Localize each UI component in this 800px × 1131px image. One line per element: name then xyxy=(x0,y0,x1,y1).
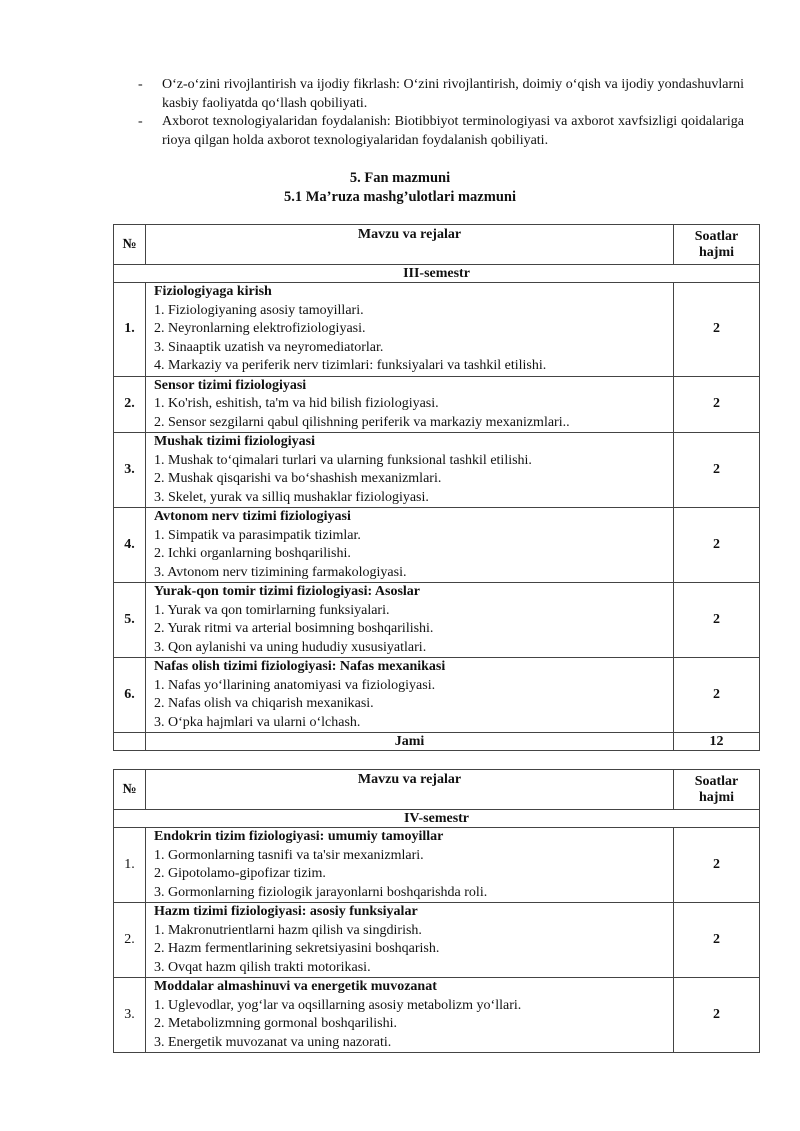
table-header-row xyxy=(114,225,760,265)
topic-title: Avtonom nerv tizimi fiziologiyasi xyxy=(154,509,351,524)
topic-title: Yurak-qon tomir tizimi fiziologiyasi: Asoslar xyxy=(154,584,420,599)
col-hours-header xyxy=(674,770,760,810)
row-hours: 2 xyxy=(674,903,760,978)
topic-item: 2. Neyronlarning elektrofiziologiyasi. xyxy=(154,321,366,336)
col-hours-header-line1: Soatlar xyxy=(694,228,739,244)
row-number: 5. xyxy=(114,583,146,658)
topic-item: 2. Gipotolamo-gipofizar tizim. xyxy=(154,866,326,881)
topic-title: Mushak tizimi fiziologiyasi xyxy=(154,434,315,449)
topic-item: 1. Uglevodlar, yog‘lar va oqsillarning asosiy metabolizm yo‘llari. xyxy=(154,997,522,1013)
topic-item: 3. Gormonlarning fiziologik jarayonlarni boshqarishda roli. xyxy=(154,884,488,900)
topic-item: 1. Makronutrientlarni hazm qilish va singdirish. xyxy=(154,922,422,938)
row-number: 2. xyxy=(114,376,146,433)
row-number: 3. xyxy=(114,433,146,508)
semester-label: IV-semestr xyxy=(114,810,760,828)
list-item-text: Axborot texnologiyalaridan foydalanish: Biotibbiyot terminologiyasi va axborot xavfsizligi qoidalariga rioya qilgan holda axborot texnologiyalaridan foydalanish qobiliyati. xyxy=(162,114,744,148)
row-hours: 2 xyxy=(674,508,760,583)
row-topic xyxy=(146,433,674,508)
table-row xyxy=(114,903,760,978)
topic-item: 3. Sinaaptik uzatish va neyromediatorlar. xyxy=(154,339,384,355)
topic-item: 2. Sensor sezgilarni qabul qilishning periferik va markaziy mexanizmlari.. xyxy=(154,414,570,430)
table-row xyxy=(114,828,760,903)
table-row xyxy=(114,433,760,508)
row-topic xyxy=(146,828,674,903)
topic-item: 1. Fiziologiyaning asosiy tamoyillari. xyxy=(154,302,364,318)
topic-item: 3. Skelet, yurak va silliq mushaklar fiziologiyasi. xyxy=(154,489,429,505)
row-hours: 2 xyxy=(674,828,760,903)
col-hours-header-line1: Soatlar xyxy=(694,773,739,789)
topic-item: 3. Ovqat hazm qilish trakti motorikasi. xyxy=(154,959,371,975)
row-number: 1. xyxy=(114,283,146,377)
row-topic xyxy=(146,583,674,658)
table-row xyxy=(114,658,760,733)
row-topic xyxy=(146,903,674,978)
table-header-row xyxy=(114,770,760,810)
row-hours: 2 xyxy=(674,433,760,508)
subsection-title: 5.1 Ma’ruza mashg’ulotlari mazmuni xyxy=(284,189,516,205)
section-title: 5. Fan mazmuni xyxy=(349,170,451,186)
lecture-table-semester-3 xyxy=(113,224,760,751)
topic-item: 3. Qon aylanishi va uning hududiy xususiyatlari. xyxy=(154,639,427,655)
topic-item: 3. Energetik muvozanat va uning nazorati. xyxy=(154,1034,392,1050)
topic-item: 1. Ko'rish, eshitish, ta'm va hid bilish fiziologiyasi. xyxy=(154,396,439,411)
list-item xyxy=(138,76,744,113)
topic-item: 1. Simpatik va parasimpatik tizimlar. xyxy=(154,527,361,543)
total-row xyxy=(114,733,760,751)
list-item xyxy=(138,113,744,150)
topic-item: 2. Metabolizmning gormonal boshqarilishi. xyxy=(154,1016,398,1031)
topic-item: 3. Avtonom nerv tizimining farmakologiyasi. xyxy=(154,564,407,580)
lecture-table-semester-4 xyxy=(113,769,760,1053)
semester-row xyxy=(114,265,760,283)
col-hours-header-line2: hajmi xyxy=(699,789,734,805)
row-number: 1. xyxy=(114,828,146,903)
row-number: 3. xyxy=(114,978,146,1053)
row-number: 6. xyxy=(114,658,146,733)
topic-title: Fiziologiyaga kirish xyxy=(154,284,272,299)
topic-item: 2. Yurak ritmi va arterial bosimning boshqarilishi. xyxy=(154,621,434,636)
table-row xyxy=(114,978,760,1053)
topic-item: 1. Mushak to‘qimalari turlari va ularning funksional tashkil etilishi. xyxy=(154,452,532,468)
row-number: 4. xyxy=(114,508,146,583)
topic-title: Nafas olish tizimi fiziologiyasi: Nafas mexanikasi xyxy=(154,659,446,674)
topic-item: 1. Nafas yo‘llarining anatomiyasi va fiziologiyasi. xyxy=(154,677,436,693)
topic-item: 4. Markaziy va periferik nerv tizimlari: funksiyalari va tashkil etilishi. xyxy=(154,358,547,373)
topic-title: Endokrin tizim fiziologiyasi: umumiy tamoyillar xyxy=(154,829,444,844)
row-hours: 2 xyxy=(674,658,760,733)
topic-title: Hazm tizimi fiziologiyasi: asosiy funksiyalar xyxy=(154,904,418,919)
topic-item: 2. Nafas olish va chiqarish mexanikasi. xyxy=(154,696,374,711)
topic-title: Moddalar almashinuvi va energetik muvozanat xyxy=(154,979,437,994)
table-row xyxy=(114,376,760,433)
row-topic xyxy=(146,376,674,433)
row-topic xyxy=(146,658,674,733)
competency-list xyxy=(138,76,744,150)
semester-row xyxy=(114,810,760,828)
total-label: Jami xyxy=(146,733,674,751)
col-number-header: № xyxy=(114,225,146,265)
row-hours: 2 xyxy=(674,583,760,658)
col-topic-header: Mavzu va rejalar xyxy=(146,770,674,810)
table-row xyxy=(114,283,760,377)
total-empty-cell xyxy=(114,733,146,751)
row-topic xyxy=(146,978,674,1053)
topic-title: Sensor tizimi fiziologiyasi xyxy=(154,377,307,393)
col-number-header: № xyxy=(114,770,146,810)
topic-item: 1. Yurak va qon tomirlarning funksiyalari. xyxy=(154,602,390,618)
col-hours-header-line2: hajmi xyxy=(699,244,734,260)
topic-item: 2. Hazm fermentlarining sekretsiyasini boshqarish. xyxy=(154,941,440,956)
topic-item: 3. O‘pka hajmlari va ularni o‘lchash. xyxy=(154,714,361,730)
total-value: 12 xyxy=(674,733,760,751)
list-item-text: O‘z-o‘zini rivojlantirish va ijodiy fikrlash: O‘zini rivojlantirish, doimiy o‘qish va ijodiy yondashuvlarni kasbiy faoliyatda qo‘llash qobiliyati. xyxy=(162,77,744,111)
bullet-dash: - xyxy=(138,114,143,129)
topic-item: 1. Gormonlarning tasnifi va ta'sir mexanizmlari. xyxy=(154,847,424,863)
semester-label: III-semestr xyxy=(114,265,760,283)
row-hours: 2 xyxy=(674,376,760,433)
bullet-dash: - xyxy=(138,77,143,92)
row-hours: 2 xyxy=(674,283,760,377)
row-hours: 2 xyxy=(674,978,760,1053)
topic-item: 2. Mushak qisqarishi va bo‘shashish mexanizmlari. xyxy=(154,471,442,486)
table-row xyxy=(114,508,760,583)
col-topic-header: Mavzu va rejalar xyxy=(146,225,674,265)
row-topic xyxy=(146,508,674,583)
table-row xyxy=(114,583,760,658)
row-topic xyxy=(146,283,674,377)
col-hours-header xyxy=(674,225,760,265)
row-number: 2. xyxy=(114,903,146,978)
topic-item: 2. Ichki organlarning boshqarilishi. xyxy=(154,546,351,561)
